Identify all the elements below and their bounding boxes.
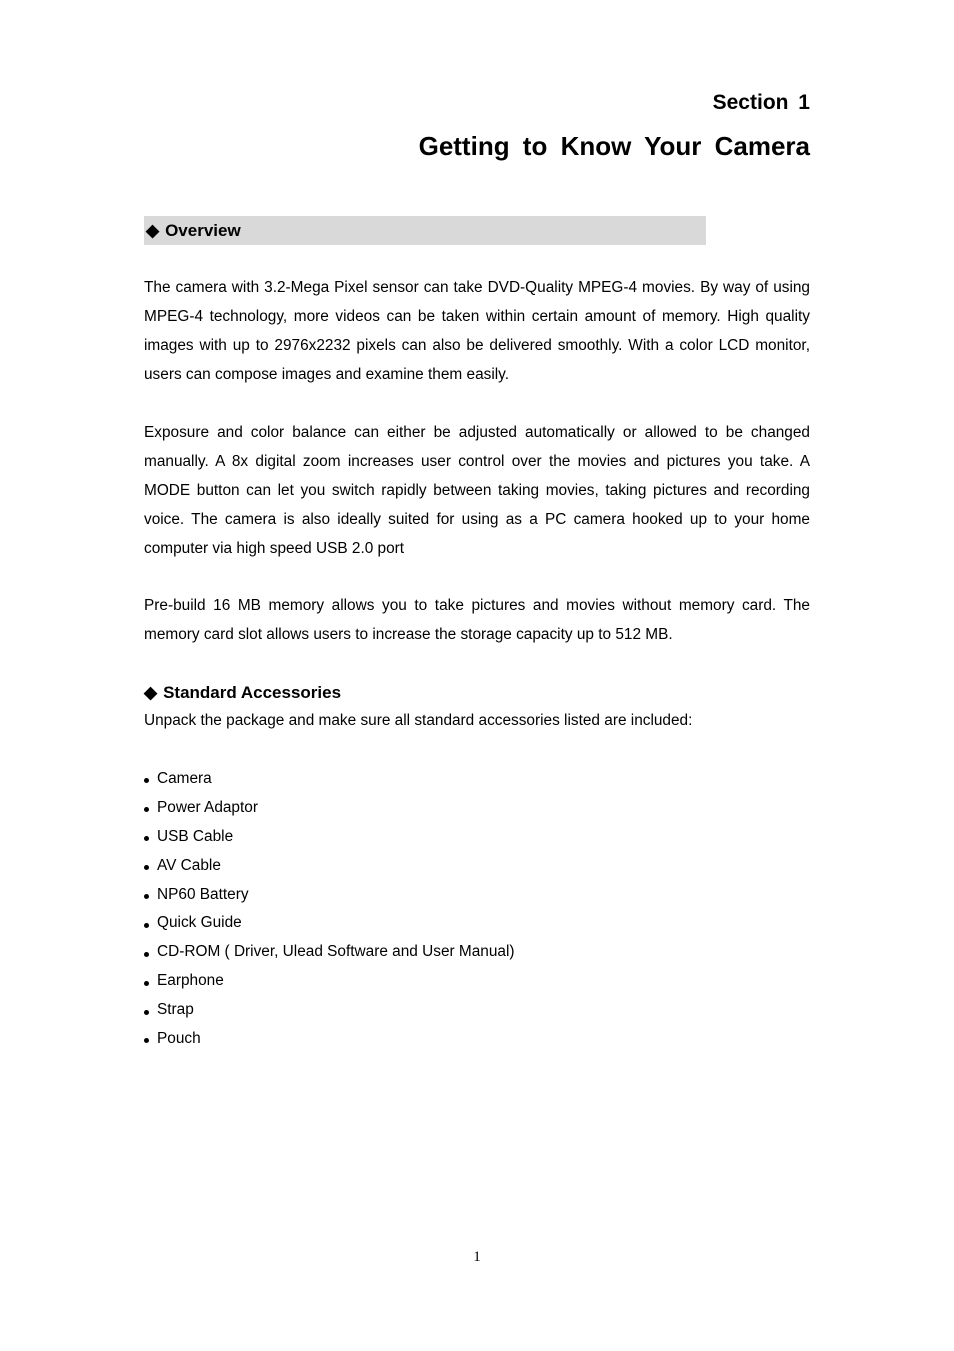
- bullet-dot-icon: [144, 923, 149, 928]
- list-item: [144, 793, 515, 822]
- bullet-dot-icon: [144, 1038, 149, 1043]
- accessories-heading-text: Standard Accessories: [163, 683, 342, 702]
- list-item-label: AV Cable: [157, 856, 221, 874]
- list-item-label: CD-ROM ( Driver, Ulead Software and User Manual): [157, 943, 515, 961]
- list-item-label: Camera: [157, 769, 212, 787]
- overview-paragraph-3: Pre-build 16 MB memory allows you to take pictures and movies without memory card. The memory card slot allows users to increase the storage capacity up to 512 MB.: [144, 597, 810, 643]
- overview-heading-text: Overview: [165, 221, 241, 240]
- diamond-bullet-icon: ◆: [146, 221, 160, 240]
- list-item-label: Earphone: [157, 972, 224, 990]
- bullet-dot-icon: [144, 981, 149, 986]
- bullet-dot-icon: [144, 952, 149, 957]
- accessories-list: [144, 764, 515, 1053]
- bullet-dot-icon: [144, 865, 149, 870]
- bullet-dot-icon: [144, 894, 149, 899]
- list-item-label: Strap: [157, 1001, 194, 1019]
- accessories-intro: Unpack the package and make sure all standard accessories listed are included:: [144, 712, 693, 729]
- overview-paragraph-2: Exposure and color balance can either be adjusted automatically or allowed to be changed manually. A 8x digital zoom increases user control over the movies and pictures you take. A MODE button can let you switch rapidly between taking movies, taking pictures and recording voice. The camera is also ideally suited for using as a PC camera hooked up to your home computer via high speed USB 2.0 port: [144, 424, 810, 557]
- list-item-label: NP60 Battery: [157, 885, 249, 903]
- list-item-label: Pouch: [157, 1029, 201, 1047]
- list-item-label: USB Cable: [157, 827, 234, 845]
- list-item: [144, 937, 515, 966]
- list-item-label: Quick Guide: [157, 914, 242, 932]
- overview-paragraph-1: The camera with 3.2-Mega Pixel sensor can take DVD-Quality MPEG-4 movies. By way of using MPEG-4 technology, more videos can be taken within certain amount of memory. High quality images with up to 2976x2232 pixels can also be delivered smoothly. With a color LCD monitor, users can compose images and examine them easily.: [144, 279, 810, 383]
- list-item: [144, 1024, 515, 1053]
- list-item: [144, 764, 515, 793]
- bullet-dot-icon: [144, 807, 149, 812]
- list-item: [144, 995, 515, 1024]
- section-label: Section 1: [712, 91, 810, 114]
- list-item-label: Power Adaptor: [157, 798, 258, 816]
- list-item: [144, 966, 515, 995]
- diamond-bullet-icon: ◆: [144, 683, 158, 702]
- list-item: [144, 908, 515, 937]
- accessories-heading: [144, 683, 341, 703]
- page-number: 1: [473, 1249, 481, 1265]
- bullet-dot-icon: [144, 1010, 149, 1015]
- section-title: Getting to Know Your Camera: [418, 131, 810, 161]
- list-item: [144, 851, 515, 880]
- list-item: [144, 880, 515, 909]
- overview-heading: [146, 221, 241, 241]
- bullet-dot-icon: [144, 836, 149, 841]
- list-item: [144, 822, 515, 851]
- bullet-dot-icon: [144, 778, 149, 783]
